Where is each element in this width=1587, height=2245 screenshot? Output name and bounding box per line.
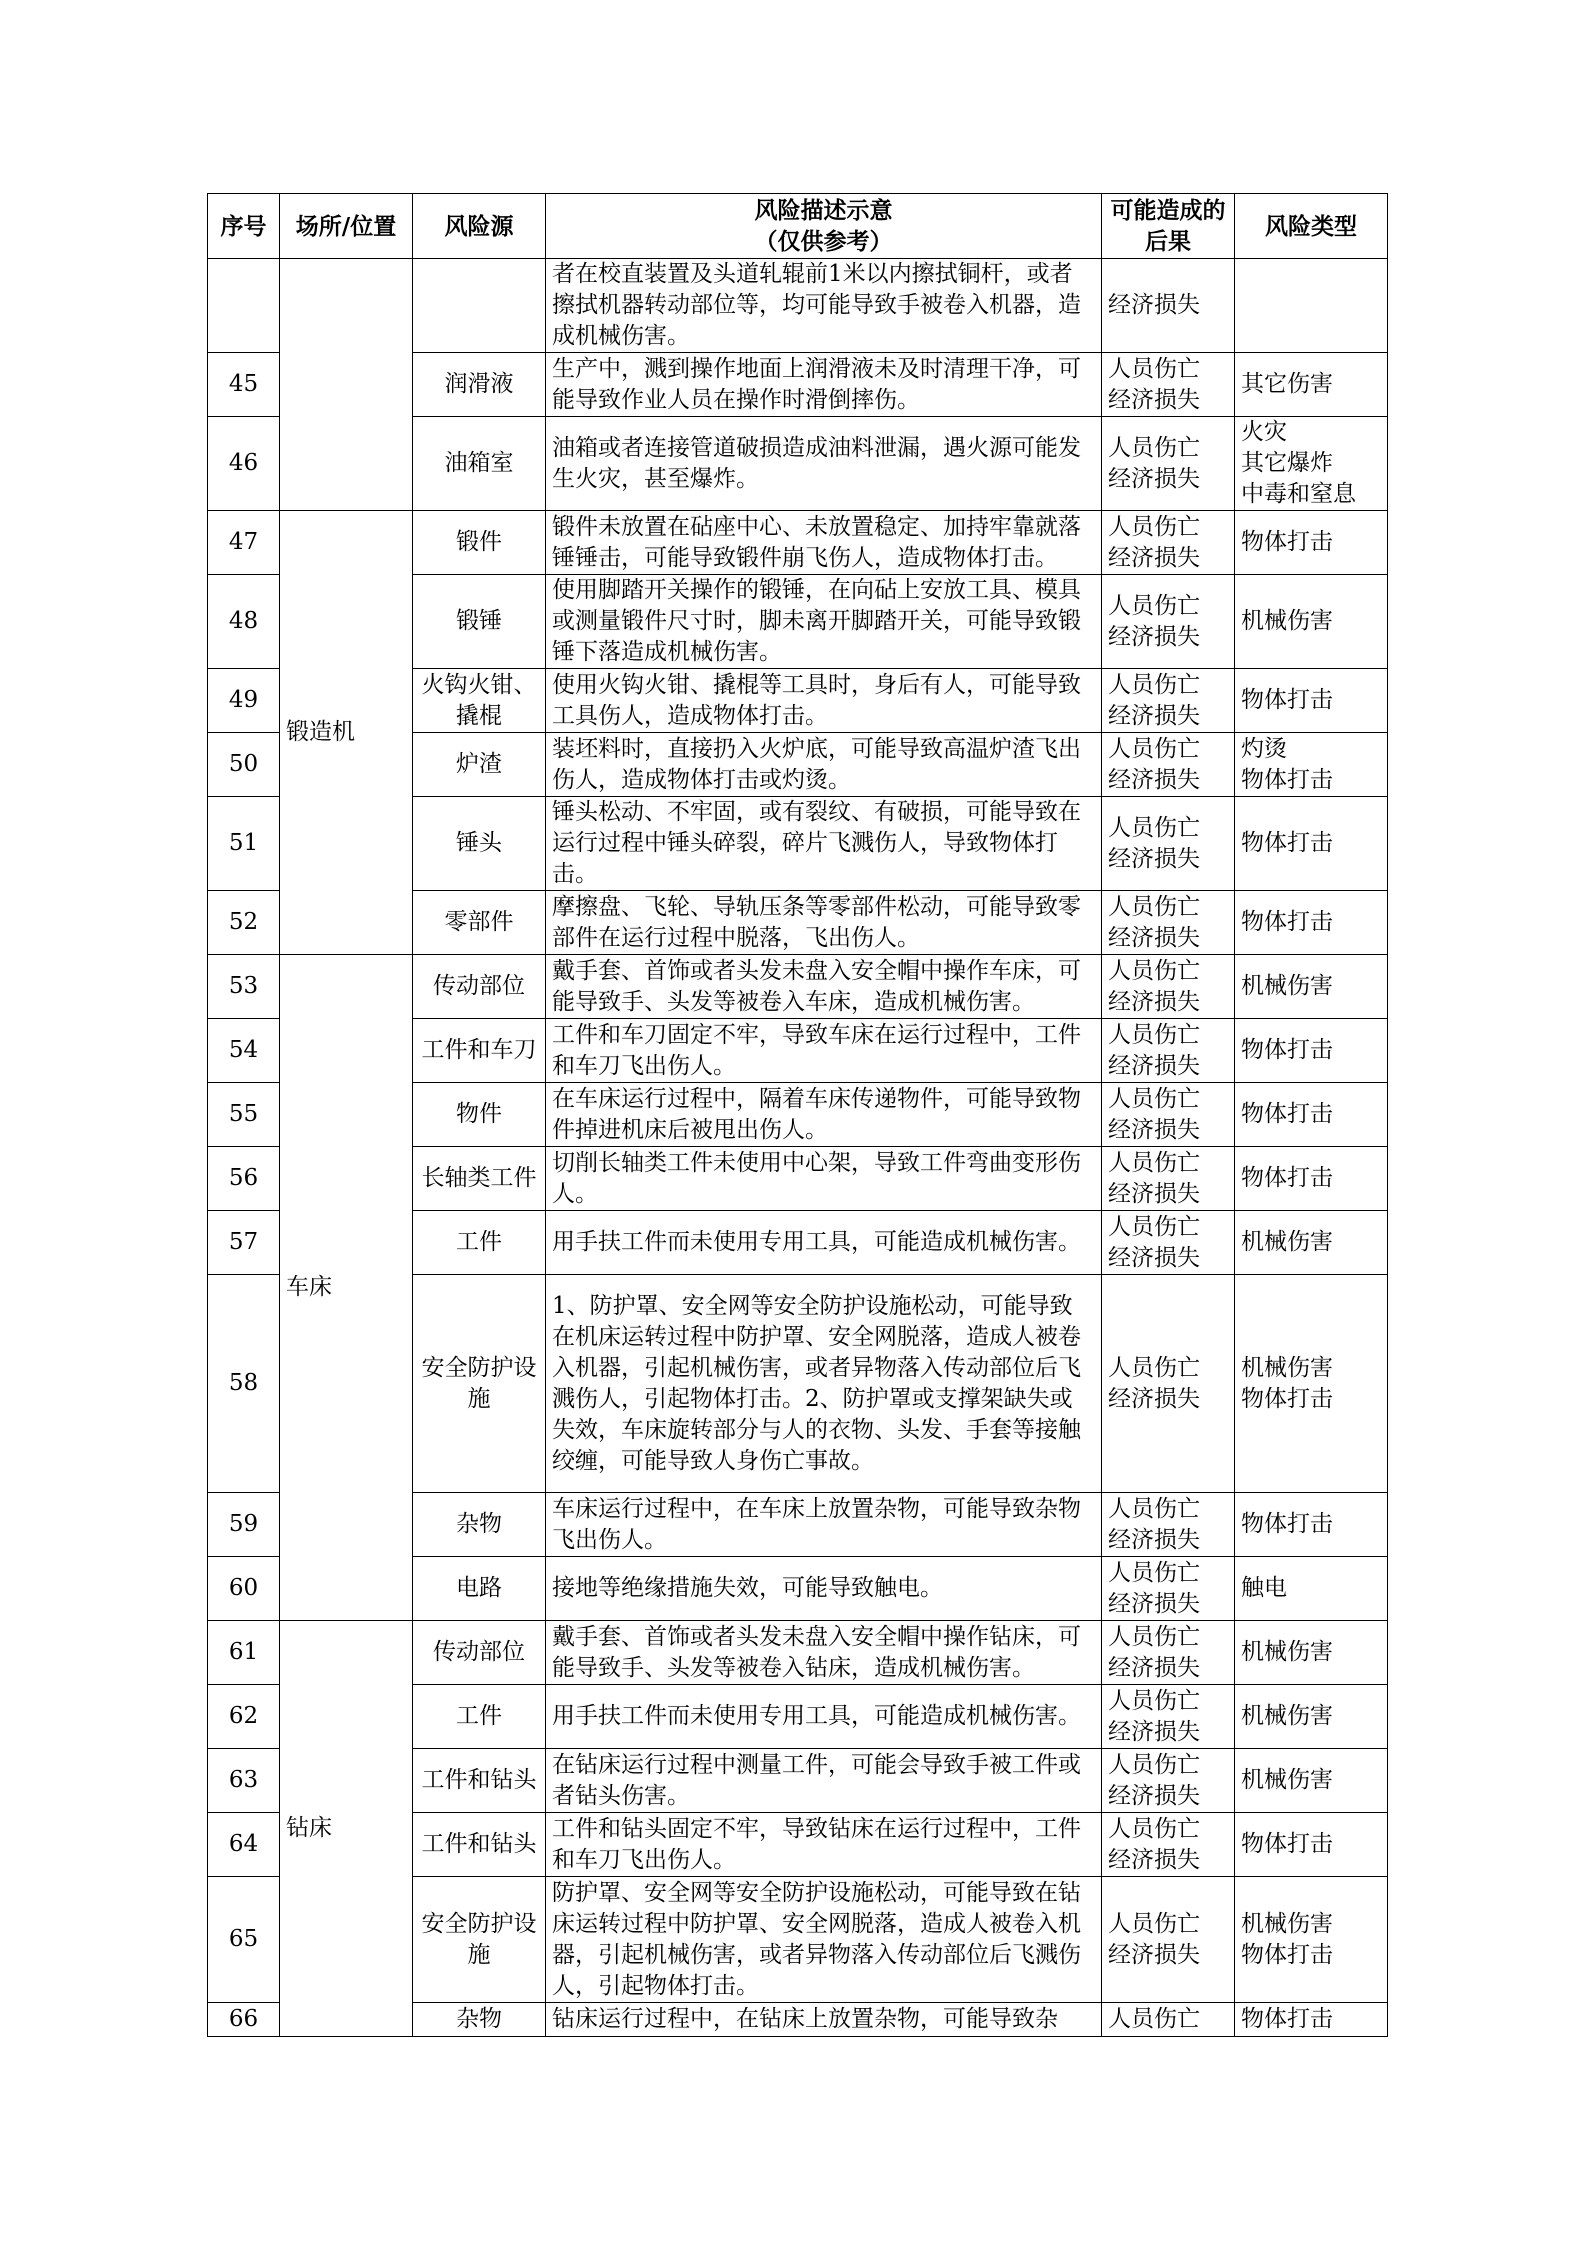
consequence-line: 人员伤亡 [1108,1559,1200,1586]
consequence-line: 经济损失 [1108,1941,1200,1968]
row-no: 50 [208,733,280,797]
type-line: 物体打击 [1241,2006,1333,2032]
row-description: 戴手套、首饰或者头发未盘入安全帽中操作车床，可能导致手、头发等被卷入车床，造成机械伤害。 [546,955,1102,1019]
row-no: 54 [208,1019,280,1083]
location-lathe: 车床 [280,955,413,1621]
type-line: 物体打击 [1241,1941,1333,1968]
consequence-line: 人员伤亡 [1108,1815,1200,1842]
consequence-line: 人员伤亡 [1108,1687,1200,1714]
type-line: 灼烫 [1241,735,1287,762]
row-consequence [1102,1685,1235,1749]
consequence-line: 经济损失 [1108,845,1200,872]
consequence-line: 经济损失 [1108,1782,1200,1809]
consequence-line: 人员伤亡 [1108,893,1200,920]
consequence-line: 人员伤亡 [1108,1021,1200,1048]
header-no: 序号 [208,194,280,259]
consequence-line: 人员伤亡 [1108,671,1200,698]
row-source: 杂物 [413,1493,546,1557]
row-no: 46 [208,417,280,511]
consequence-line: 人员伤亡 [1108,957,1200,984]
row-consequence [1102,575,1235,669]
consequence-line: 经济损失 [1108,292,1200,318]
row-no: 63 [208,1749,280,1813]
consequence-line: 经济损失 [1108,386,1200,413]
header-row [208,194,1388,259]
row-description: 工件和车刀固定不牢，导致车床在运行过程中，工件和车刀飞出伤人。 [546,1019,1102,1083]
row-type [1235,1211,1388,1275]
header-type: 风险类型 [1235,194,1388,259]
row-no: 58 [208,1275,280,1493]
consequence-line: 人员伤亡 [1108,592,1200,619]
consequence-line: 人员伤亡 [1108,1354,1200,1381]
row-type [1235,353,1388,417]
row-description: 车床运行过程中，在车床上放置杂物，可能导致杂物飞出伤人。 [546,1493,1102,1557]
row-consequence [1102,2003,1235,2037]
location-forging: 锻造机 [280,511,413,955]
row-description: 接地等绝缘措施失效，可能导致触电。 [546,1557,1102,1621]
row-source: 锻件 [413,511,546,575]
consequence-line: 人员伤亡 [1108,1910,1200,1937]
row-type [1235,1493,1388,1557]
row-type [1235,733,1388,797]
row-description: 防护罩、安全网等安全防护设施松动，可能导致在钻床运转过程中防护罩、安全网脱落，造成人被卷入机器，引起机械伤害，或者异物落入传动部位后飞溅伤人，引起物体打击。 [546,1877,1102,2003]
row-description: 工件和钻头固定不牢，导致钻床在运行过程中，工件和车刀飞出伤人。 [546,1813,1102,1877]
consequence-line: 人员伤亡 [1108,1085,1200,1112]
row-consequence [1102,1493,1235,1557]
type-line: 物体打击 [1241,1831,1333,1857]
type-line: 机械伤害 [1241,1354,1333,1381]
consequence-line: 经济损失 [1108,1244,1200,1271]
row-type [1235,1275,1388,1493]
header-location: 场所/位置 [280,194,413,259]
table-row [208,259,1388,353]
type-line: 机械伤害 [1241,973,1333,999]
row-type [1235,259,1388,353]
row-description: 者在校直装置及头道轧辊前1米以内擦拭铜杆，或者擦拭机器转动部位等，均可能导致手被卷入机器，造成机械伤害。 [546,259,1102,353]
row-type [1235,1685,1388,1749]
consequence-line: 经济损失 [1108,1180,1200,1207]
row-no: 60 [208,1557,280,1621]
row-description: 生产中，溅到操作地面上润滑液未及时清理干净，可能导致作业人员在操作时滑倒摔伤。 [546,353,1102,417]
row-no: 47 [208,511,280,575]
row-type [1235,1877,1388,2003]
row-no: 52 [208,891,280,955]
row-type [1235,1813,1388,1877]
row-type [1235,669,1388,733]
type-line: 物体打击 [1241,529,1333,555]
location-drill: 钻床 [280,1621,413,2037]
row-no: 55 [208,1083,280,1147]
consequence-line: 经济损失 [1108,924,1200,951]
consequence-line: 经济损失 [1108,1654,1200,1681]
consequence-line: 人员伤亡 [1108,355,1200,382]
type-line: 其它爆炸 [1241,450,1333,476]
row-source: 锻锤 [413,575,546,669]
type-line: 火灾 [1241,419,1287,445]
consequence-line: 经济损失 [1108,766,1200,793]
row-type [1235,891,1388,955]
type-line: 触电 [1241,1575,1287,1601]
type-line: 物体打击 [1241,1165,1333,1191]
row-source: 长轴类工件 [413,1147,546,1211]
row-source: 工件和车刀 [413,1019,546,1083]
row-no: 64 [208,1813,280,1877]
row-source: 零部件 [413,891,546,955]
consequence-line: 经济损失 [1108,988,1200,1015]
row-consequence [1102,891,1235,955]
row-description: 摩擦盘、飞轮、导轨压条等零部件松动，可能导致零部件在运行过程中脱落，飞出伤人。 [546,891,1102,955]
row-no: 65 [208,1877,280,2003]
row-source: 杂物 [413,2003,546,2037]
row-type [1235,1083,1388,1147]
header-description [546,194,1102,259]
row-consequence [1102,1813,1235,1877]
row-description: 锤头松动、不牢固，或有裂纹、有破损，可能导致在运行过程中锤头碎裂，碎片飞溅伤人，导致物体打击。 [546,797,1102,891]
row-consequence [1102,797,1235,891]
row-no: 45 [208,353,280,417]
row-source: 工件 [413,1685,546,1749]
row-source: 安全防护设施 [413,1275,546,1493]
type-line: 物体打击 [1241,687,1333,713]
row-consequence [1102,1211,1235,1275]
row-consequence [1102,1019,1235,1083]
row-description: 1、防护罩、安全网等安全防护设施松动，可能导致在机床运转过程中防护罩、安全网脱落，造成人被卷入机器，引起机械伤害，或者异物落入传动部位后飞溅伤人，引起物体打击。2、防护罩或支撑架缺失或失效，车床旋转部分与人的衣物、头发、手套等接触绞缠，可能导致人身伤亡事故。 [546,1275,1102,1493]
row-type [1235,1019,1388,1083]
consequence-line: 人员伤亡 [1108,513,1200,540]
row-description: 在钻床运行过程中测量工件，可能会导致手被工件或者钻头伤害。 [546,1749,1102,1813]
row-consequence [1102,1557,1235,1621]
row-description: 切削长轴类工件未使用中心架，导致工件弯曲变形伤人。 [546,1147,1102,1211]
row-consequence [1102,1275,1235,1493]
row-source: 物件 [413,1083,546,1147]
row-consequence [1102,259,1235,353]
table-row [208,1621,1388,1685]
type-line: 机械伤害 [1241,1639,1333,1665]
consequence-line: 人员伤亡 [1108,434,1200,461]
consequence-line: 人员伤亡 [1108,2006,1200,2032]
row-type [1235,417,1388,511]
row-no: 66 [208,2003,280,2037]
consequence-line: 人员伤亡 [1108,1149,1200,1176]
row-source: 锤头 [413,797,546,891]
type-line: 物体打击 [1241,909,1333,935]
row-type [1235,1147,1388,1211]
row-consequence [1102,733,1235,797]
row-consequence [1102,955,1235,1019]
row-consequence [1102,669,1235,733]
row-source: 油箱室 [413,417,546,511]
consequence-line: 经济损失 [1108,1052,1200,1079]
type-line: 物体打击 [1241,766,1333,793]
consequence-line: 人员伤亡 [1108,1623,1200,1650]
consequence-line: 经济损失 [1108,1846,1200,1873]
header-consequence: 可能造成的后果 [1102,194,1235,259]
row-description: 用手扶工件而未使用专用工具，可能造成机械伤害。 [546,1685,1102,1749]
row-no: 51 [208,797,280,891]
row-type [1235,511,1388,575]
row-consequence [1102,1621,1235,1685]
row-no: 48 [208,575,280,669]
row-consequence [1102,417,1235,511]
consequence-line: 经济损失 [1108,1385,1200,1412]
table-row [208,955,1388,1019]
consequence-line: 经济损失 [1108,1526,1200,1553]
risk-table [207,193,1388,2037]
type-line: 物体打击 [1241,830,1333,856]
type-line: 物体打击 [1241,1037,1333,1063]
location-cell-continued [280,259,413,511]
consequence-line: 经济损失 [1108,1718,1200,1745]
row-type [1235,2003,1388,2037]
row-source: 传动部位 [413,1621,546,1685]
type-line: 机械伤害 [1241,1767,1333,1793]
row-source: 工件和钻头 [413,1813,546,1877]
type-line: 物体打击 [1241,1385,1333,1412]
row-no [208,259,280,353]
type-line: 机械伤害 [1241,1910,1333,1937]
row-no: 57 [208,1211,280,1275]
row-description: 使用火钩火钳、撬棍等工具时，身后有人，可能导致工具伤人，造成物体打击。 [546,669,1102,733]
consequence-line: 经济损失 [1108,544,1200,571]
row-description: 钻床运行过程中，在钻床上放置杂物，可能导致杂 [546,2003,1102,2037]
row-description: 戴手套、首饰或者头发未盘入安全帽中操作钻床，可能导致手、头发等被卷入钻床，造成机械伤害。 [546,1621,1102,1685]
table-row [208,511,1388,575]
row-source: 润滑液 [413,353,546,417]
row-consequence [1102,1083,1235,1147]
row-no: 62 [208,1685,280,1749]
row-type [1235,1749,1388,1813]
consequence-line: 人员伤亡 [1108,814,1200,841]
header-description-line1: 风险描述示意 [754,197,893,224]
row-source: 火钩火钳、撬棍 [413,669,546,733]
consequence-line: 经济损失 [1108,465,1200,492]
type-line: 中毒和窒息 [1241,481,1356,507]
row-consequence [1102,353,1235,417]
row-source: 安全防护设施 [413,1877,546,2003]
row-description: 在车床运行过程中，隔着车床传递物件，可能导致物件掉进机床后被甩出伤人。 [546,1083,1102,1147]
type-line: 机械伤害 [1241,1229,1333,1255]
consequence-line: 经济损失 [1108,702,1200,729]
row-no: 53 [208,955,280,1019]
row-no: 61 [208,1621,280,1685]
row-description: 用手扶工件而未使用专用工具，可能造成机械伤害。 [546,1211,1102,1275]
row-type [1235,1557,1388,1621]
type-line: 物体打击 [1241,1511,1333,1537]
row-source: 传动部位 [413,955,546,1019]
row-no: 49 [208,669,280,733]
row-type [1235,797,1388,891]
consequence-line: 经济损失 [1108,1590,1200,1617]
row-source [413,259,546,353]
row-type [1235,955,1388,1019]
type-line: 机械伤害 [1241,608,1333,634]
row-description: 锻件未放置在砧座中心、未放置稳定、加持牢靠就落锤锤击，可能导致锻件崩飞伤人，造成物体打击。 [546,511,1102,575]
row-source: 炉渣 [413,733,546,797]
row-no: 56 [208,1147,280,1211]
row-description: 装坯料时，直接扔入火炉底，可能导致高温炉渣飞出伤人，造成物体打击或灼烫。 [546,733,1102,797]
row-source: 电路 [413,1557,546,1621]
row-consequence [1102,1877,1235,2003]
consequence-line: 经济损失 [1108,1116,1200,1143]
type-line: 机械伤害 [1241,1703,1333,1729]
type-line: 其它伤害 [1241,371,1333,397]
consequence-line: 人员伤亡 [1108,1751,1200,1778]
row-description: 使用脚踏开关操作的锻锤，在向砧上安放工具、模具或测量锻件尺寸时，脚未离开脚踏开关，可能导致锻锤下落造成机械伤害。 [546,575,1102,669]
header-source: 风险源 [413,194,546,259]
row-consequence [1102,1147,1235,1211]
row-consequence [1102,1749,1235,1813]
consequence-line: 人员伤亡 [1108,1495,1200,1522]
header-description-line2: （仅供参考） [754,228,893,255]
consequence-line: 经济损失 [1108,623,1200,650]
row-description: 油箱或者连接管道破损造成油料泄漏，遇火源可能发生火灾，甚至爆炸。 [546,417,1102,511]
type-line: 物体打击 [1241,1101,1333,1127]
consequence-line: 人员伤亡 [1108,1213,1200,1240]
consequence-line: 人员伤亡 [1108,735,1200,762]
row-no: 59 [208,1493,280,1557]
row-type [1235,575,1388,669]
row-type [1235,1621,1388,1685]
row-source: 工件 [413,1211,546,1275]
row-consequence [1102,511,1235,575]
row-source: 工件和钻头 [413,1749,546,1813]
